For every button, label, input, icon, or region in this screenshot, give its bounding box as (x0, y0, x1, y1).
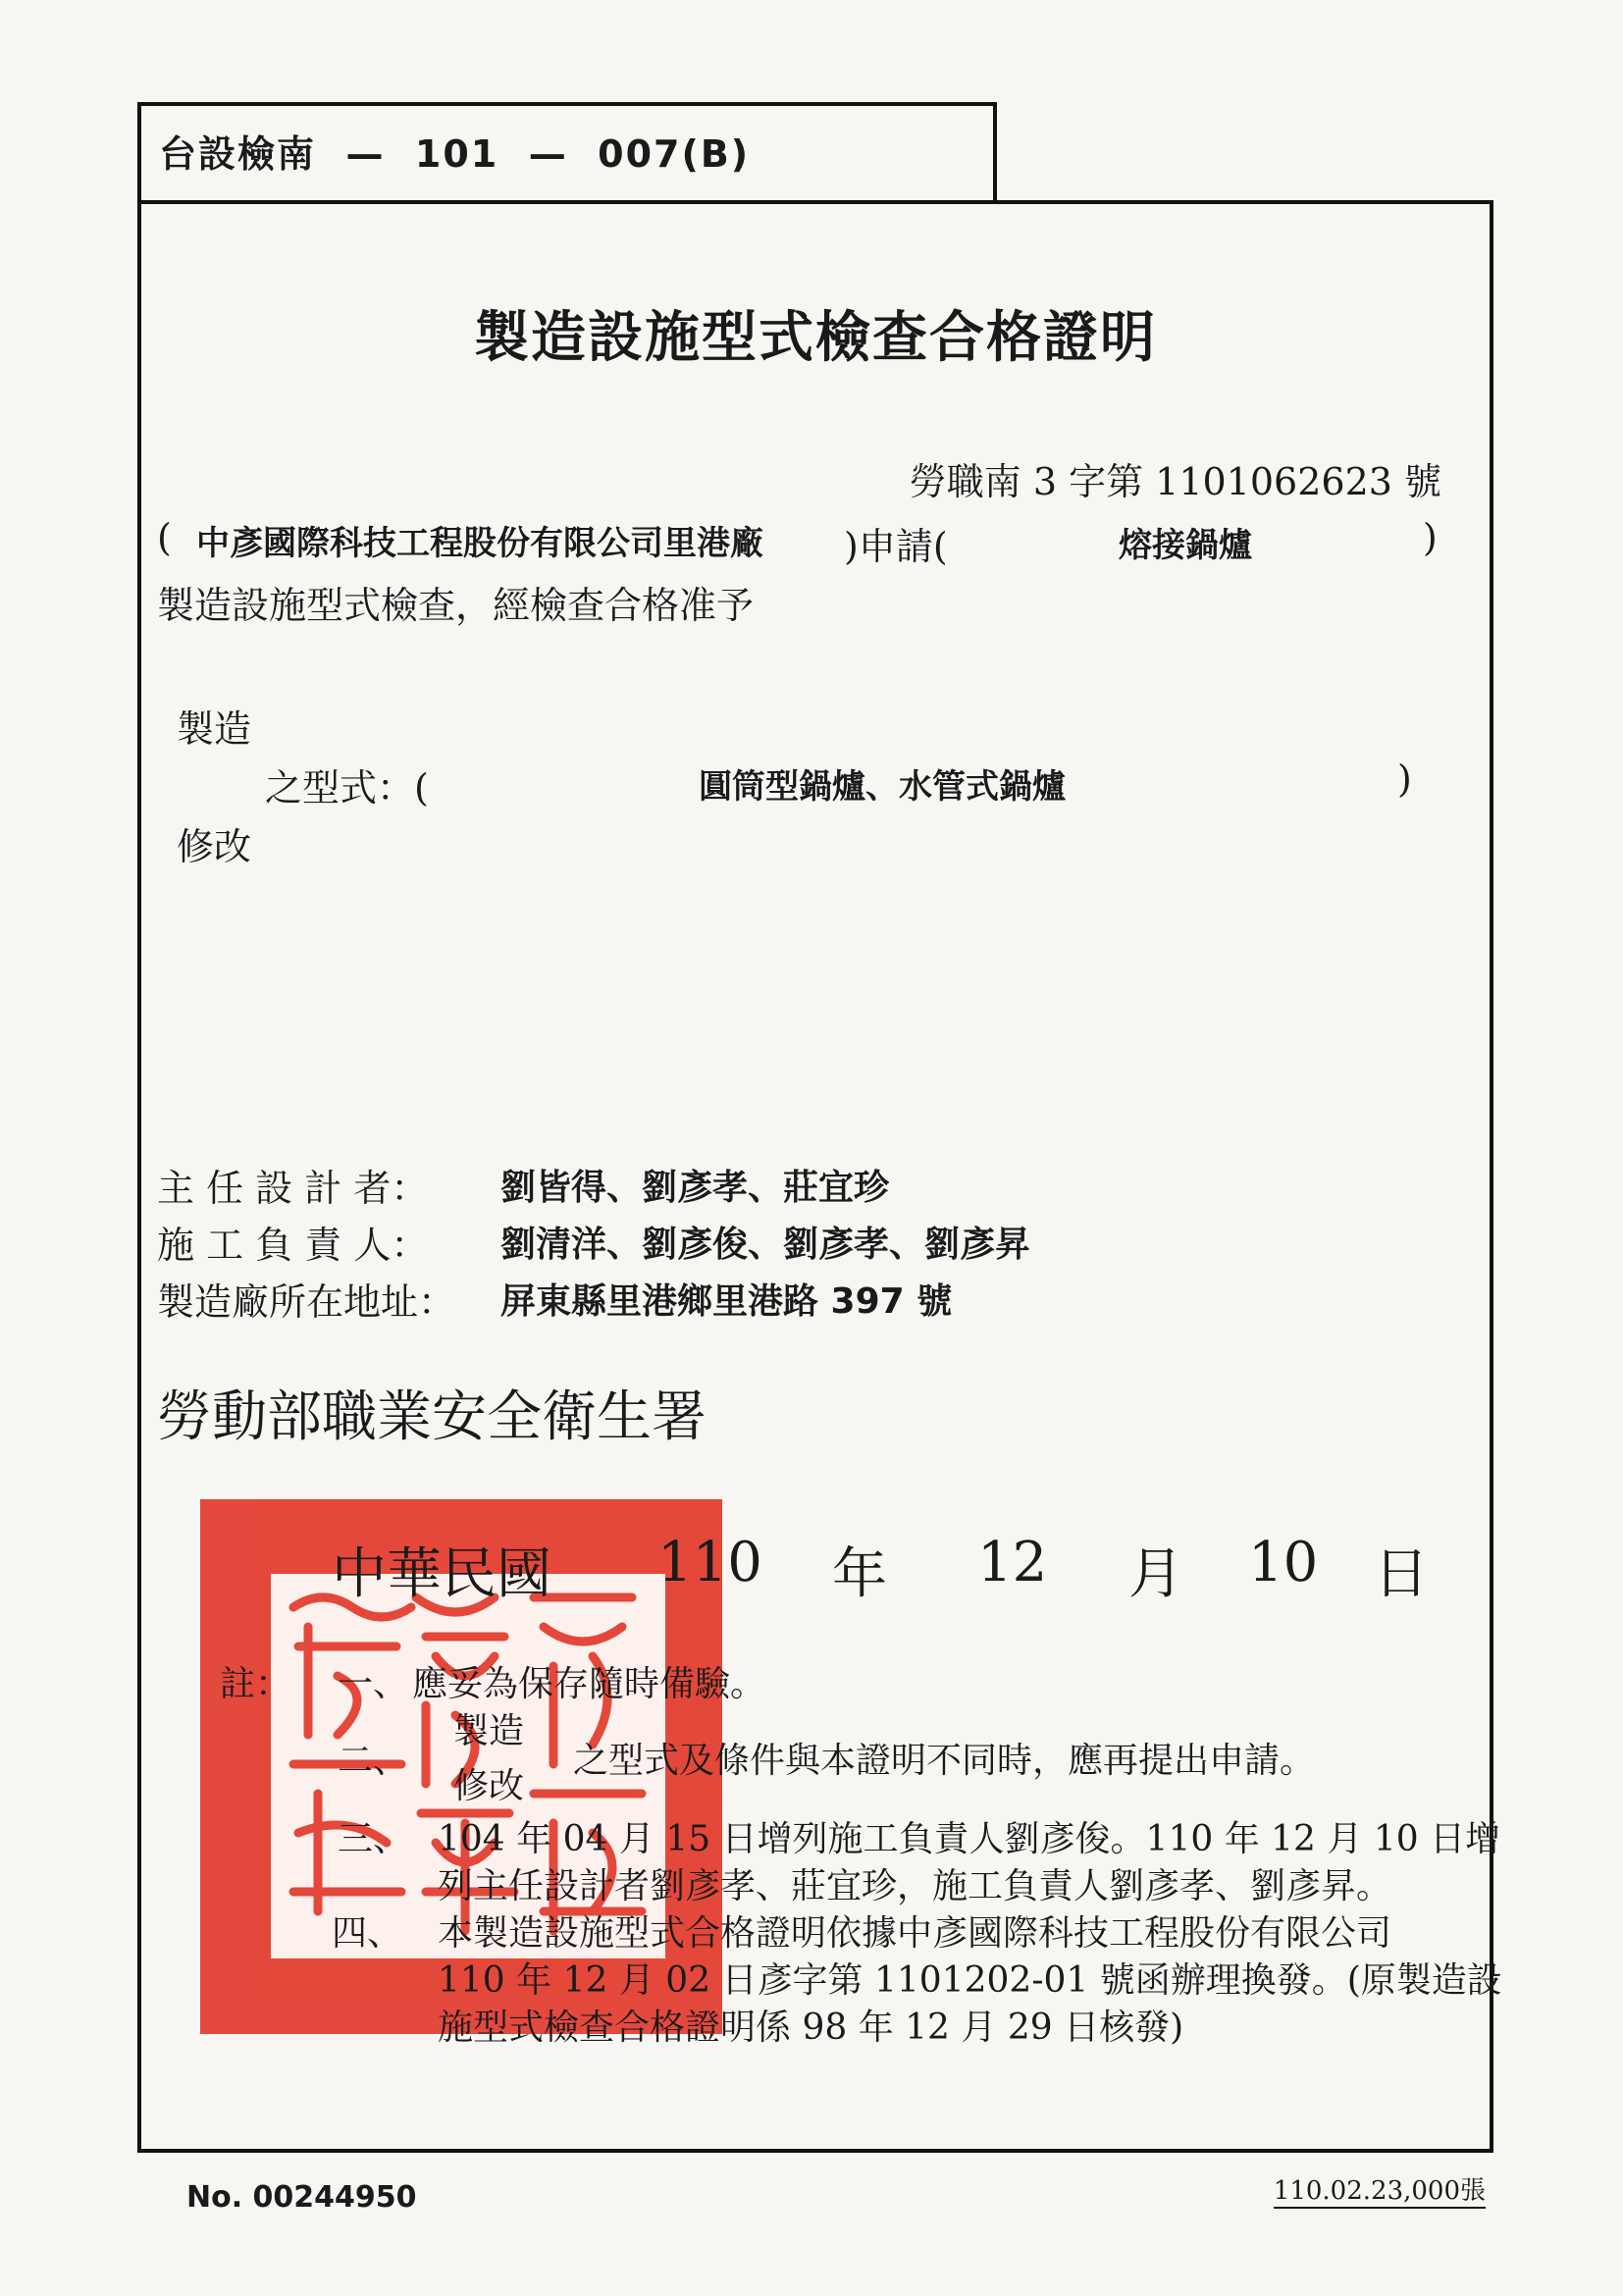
print-info: 110.02.23,000張 (1274, 2170, 1486, 2209)
note-1-number: 一、 (338, 1664, 409, 1704)
construction-lead-value: 劉清洋、劉彥俊、劉彥孝、劉彥昇 (500, 1225, 1031, 1265)
applicant-company: 中彥國際科技工程股份有限公司里港廠 (196, 524, 763, 563)
chief-designer-value: 劉皆得、劉彥孝、莊宜珍 (500, 1168, 890, 1208)
date-year-unit: 年 (832, 1542, 887, 1606)
chief-designer-label: 主 任 設 計 者： (157, 1167, 429, 1210)
factory-address-label: 製造廠所在地址： (157, 1280, 456, 1324)
note-2-number: 二、 (338, 1741, 409, 1781)
note-3-line-1: 104 年 04 月 15 日增列施工負責人劉彥俊。110 年 12 月 10 日增 (438, 1819, 1501, 1859)
date-year: 110 (657, 1531, 762, 1594)
type-close: ) (1397, 757, 1412, 801)
word-modify: 修改 (177, 825, 252, 868)
word-make: 製造 (177, 707, 252, 751)
note-1-text: 應妥為保存隨時備驗。 (412, 1664, 766, 1704)
date-day-unit: 日 (1374, 1542, 1429, 1606)
applicant-open: ( (157, 516, 172, 559)
date-month-unit: 月 (1128, 1542, 1183, 1606)
note-2-word-modify: 修改 (453, 1766, 525, 1806)
note-4-line-2: 110 年 12 月 02 日彥字第 1101202-01 號函辦理換發。(原製造設 (438, 1960, 1502, 2001)
date-day: 10 (1248, 1531, 1319, 1594)
approval-line: 製造設施型式檢查，經檢查合格准予 (157, 584, 755, 627)
date-era: 中華民國 (332, 1542, 551, 1606)
document-title: 製造設施型式檢查合格證明 (474, 306, 1157, 370)
note-2-word-make: 製造 (453, 1711, 525, 1751)
type-label: 之型式：( (265, 766, 429, 809)
note-3-line-2: 列主任設計者劉彥孝、莊宜珍，施工負責人劉彥孝、劉彥昇。 (438, 1866, 1392, 1906)
notes-label: 註： (220, 1664, 291, 1704)
serial-number: No. 00244950 (186, 2180, 417, 2215)
issuing-agency: 勞動部職業安全衛生署 (157, 1385, 707, 1449)
factory-address-value: 屏東縣里港鄉里港路 397 號 (500, 1281, 953, 1322)
certificate-code: 台設檢南 — 101 — 007(B) (159, 132, 751, 176)
note-3-number: 三、 (338, 1819, 409, 1859)
applicant-equipment: 熔接鍋爐 (1119, 526, 1252, 565)
note-4-line-3: 施型式檢查合格證明係 98 年 12 月 29 日核發) (438, 2008, 1184, 2048)
document-number: 勞職南 3 字第 1101062623 號 (909, 460, 1441, 503)
construction-lead-label: 施 工 負 責 人： (157, 1224, 429, 1267)
note-4-line-1: 本製造設施型式合格證明依據中彥國際科技工程股份有限公司 (438, 1913, 1392, 1954)
note-4-number: 四、 (332, 1913, 403, 1954)
date-month: 12 (977, 1531, 1048, 1594)
type-value: 圓筒型鍋爐、水管式鍋爐 (699, 767, 1066, 807)
applicant-close: ) (1423, 516, 1438, 559)
note-2-text: 之型式及條件與本證明不同時，應再提出申請。 (573, 1741, 1316, 1781)
applicant-apply: )申請( (844, 525, 948, 568)
